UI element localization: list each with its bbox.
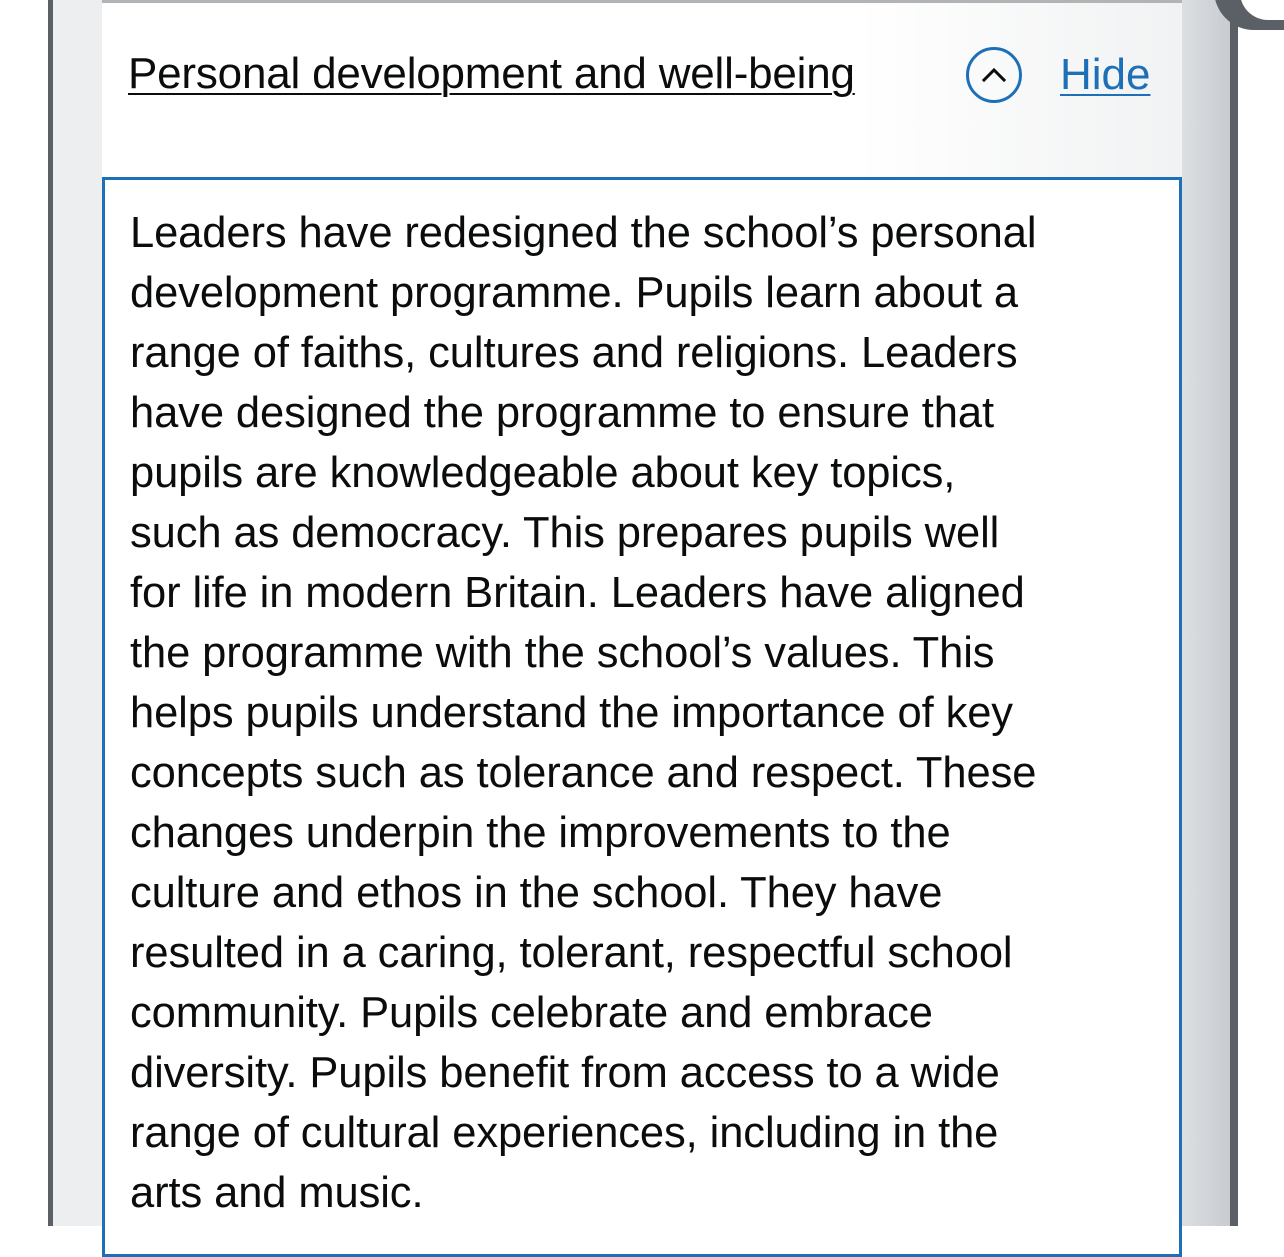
page-margin-right (1238, 0, 1284, 1226)
hide-toggle-button[interactable] (966, 44, 1151, 106)
hide-toggle-label[interactable]: Hide (1060, 50, 1151, 99)
frame-shadow (1182, 0, 1230, 1226)
accordion-content-text: Leaders have redesigned the school’s personal development programme. Pupils learn about a range of faiths, cultures and religions. Leaders have designed the programme to ensure that pupils are knowledgeable about key topics, such as democracy. This prepares pupils well for life in modern Britain. Leaders have aligned the programme with the school’s values. This helps pupils understand the importance of key concepts such as tolerance and respect. These changes underpin the improvements to the culture and ethos in the school. They have resulted in a caring, tolerant, respectful school community. Pupils celebrate and embrace diversity. Pupils benefit from access to a wide range of cultural experiences, including in the arts and music. (130, 209, 1037, 1217)
page-margin-left (0, 0, 48, 1226)
chevron-up-icon[interactable] (966, 47, 1022, 103)
accordion-section-title[interactable]: Personal development and well-being (128, 49, 855, 98)
scrollbar-track[interactable] (1230, 22, 1238, 1226)
chevron-up-glyph (981, 67, 1007, 83)
